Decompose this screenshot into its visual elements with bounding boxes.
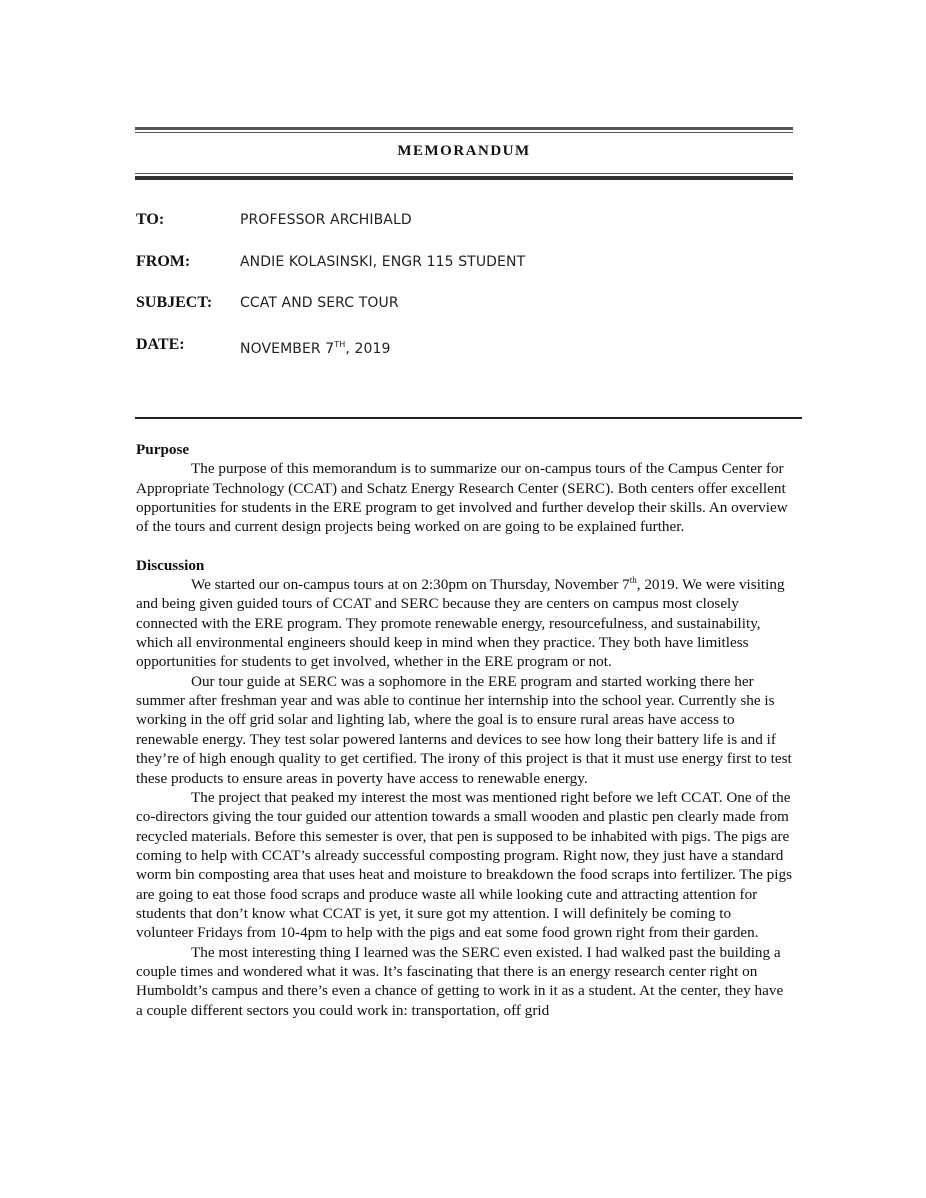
to-value: PROFESSOR ARCHIBALD [240,212,412,228]
discussion-paragraph-1-end: , 2019. We were visiting and being given guided tours of CCAT and SERC because they are centers on campus most closely connected with the ERE program. They promote renewable energy, resourcefulness, and sustainability, which all environmental engineers should keep in mind when they practice. They both have limitless opportunities for students to get involved, whether in the ERE program or not. [136,576,785,671]
discussion-paragraph-2: Our tour guide at SERC was a sophomore in the ERE program and started working there her summer after freshman year and was able to continue her internship into the school year. Currently she is working in the off grid solar and lighting lab, where the goal is to ensure rural areas have access to renewable energy. They test solar powered lanterns and devices to see how long their battery life is and if they’re of high enough quality to get certified. The irony of this project is that it must use energy first to test these products to ensure areas in poverty have access to renewable energy. [136,672,792,787]
date-value-suffix: TH [334,340,346,349]
memo-body [136,440,792,1039]
purpose-paragraph: The purpose of this memorandum is to summarize our on-campus tours of the Campus Center for Appropriate Technology (CCAT) and Schatz Energy Research Center (SERC). Both centers offer excellent opportunities for students in the ERE program to get involved and further develop their skills. An overview of the tours and current design projects being worked on are going to be explained further. [136,460,788,536]
date-label: DATE: [136,336,185,353]
discussion-paragraph-1 [136,575,792,672]
header-bottom-rule [135,173,793,180]
from-label: FROM: [136,253,191,270]
purpose-section [136,440,792,537]
from-value: ANDIE KOLASINSKI, ENGR 115 STUDENT [240,254,526,270]
date-value [240,335,391,359]
discussion-paragraph-3: The project that peaked my interest the most was mentioned right before we left CCAT. One of the co-directors giving the tour guided our attention towards a small wooden and plastic pen clearly made from recycled materials. Before this semester is over, that pen is supposed to be inhabited with pigs. The pigs are coming to help with CCAT’s already successful composting program. Right now, they just have a standard worm bin composting area that uses heat and moisture to breakdown the food scraps into fertilizer. The pigs are going to eat those food scraps and produce waste all while looking cute and attracting attention for students that don’t know what CCAT is yet, it sure got my attention. I will definitely be coming to volunteer Fridays from 10-4pm to help with the pigs and eat some food grown right from their garden. [136,788,792,942]
discussion-heading: Discussion [136,556,205,574]
date-value-year: , 2019 [345,341,391,357]
to-label: TO: [136,211,165,228]
subject-label: SUBJECT: [136,294,213,311]
purpose-heading: Purpose [136,441,190,458]
date-value-main: NOVEMBER 7 [240,341,335,357]
discussion-section [136,556,792,1020]
section-divider [135,417,802,419]
header-top-rule [135,127,793,133]
discussion-paragraph-4: The most interesting thing I learned was the SERC even existed. I had walked past the building a couple times and wondered what it was. It’s fascinating that there is an energy research center right on Humboldt’s campus and there’s even a chance of getting to work in it as a student. At the center, they have a couple different sectors you could work in: transportation, off grid [136,943,784,1019]
date-suffix: th [629,575,637,586]
subject-value: CCAT AND SERC TOUR [240,295,399,311]
memo-title: MEMORANDUM [397,143,531,159]
discussion-paragraph-1-start: We started our on-campus tours at on 2:30pm on Thursday, November 7 [191,576,630,594]
